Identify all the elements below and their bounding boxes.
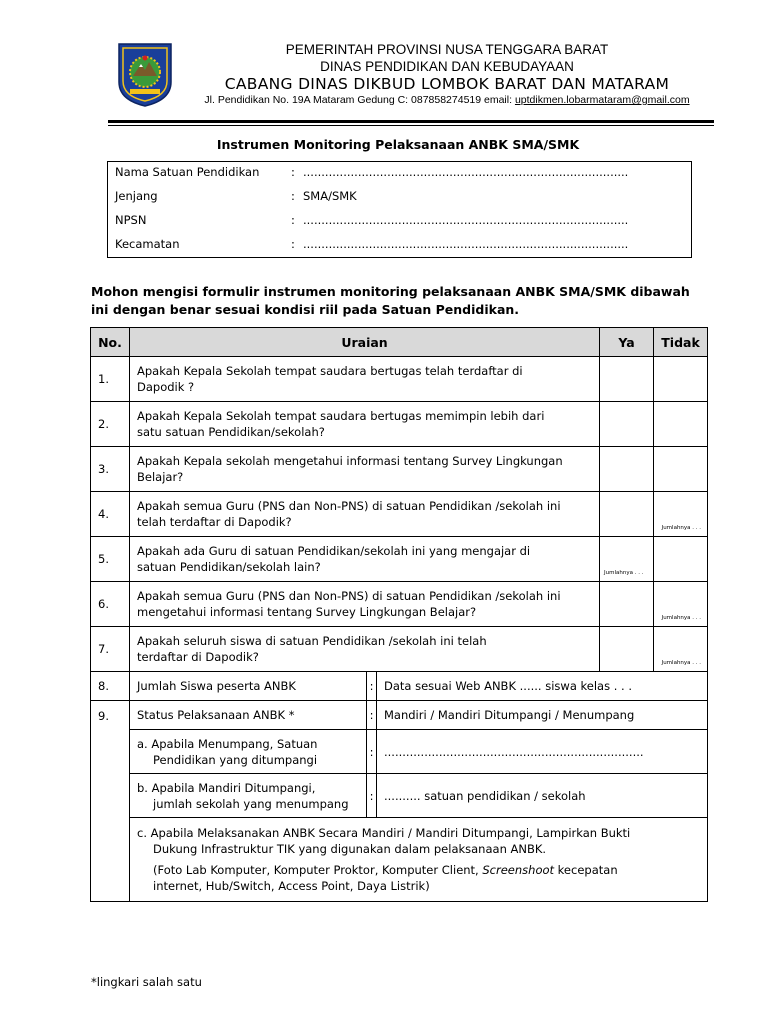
table-row <box>91 357 708 402</box>
ya-checkbox-cell[interactable] <box>600 447 654 492</box>
identity-colon: : <box>291 165 295 179</box>
provincial-logo <box>116 42 174 108</box>
row9-label: Status Pelaksanaan ANBK * <box>130 701 367 730</box>
tidak-checkbox-cell[interactable] <box>654 492 708 537</box>
row9a-line: a. Apabila Menumpang, Satuan <box>137 736 318 751</box>
identity-label: Jenjang <box>115 189 158 203</box>
row8-label: Jumlah Siswa peserta ANBK <box>130 672 367 701</box>
tidak-checkbox-cell[interactable] <box>654 447 708 492</box>
address-text: Jl. Pendidikan No. 19A Mataram Gedung C: 087858274519 email: <box>204 94 515 106</box>
question-cell <box>130 537 600 582</box>
row9-colon: : <box>367 701 377 730</box>
row9b-label <box>130 774 367 818</box>
photo-list-part: kecepatan <box>554 863 618 877</box>
identity-value: SMA/SMK <box>303 189 357 203</box>
question-line: Belajar? <box>137 470 184 484</box>
question-line: satu satuan Pendidikan/sekolah? <box>137 425 325 439</box>
row-number: 5. <box>91 537 130 582</box>
letterhead-divider-thick <box>108 120 714 123</box>
question-cell <box>130 357 600 402</box>
tidak-checkbox-cell[interactable] <box>654 582 708 627</box>
identity-row-district <box>115 237 628 251</box>
row-number: 7. <box>91 627 130 672</box>
row-number: 8. <box>91 672 130 701</box>
identity-colon: : <box>291 213 295 227</box>
header-uraian: Uraian <box>130 328 600 357</box>
row9b-colon: : <box>367 774 377 818</box>
table-row <box>91 627 708 672</box>
row9a-line: Pendidikan yang ditumpangi <box>153 752 318 767</box>
document-title: Instrumen Monitoring Pelaksanaan ANBK SMA/SMK <box>216 137 580 152</box>
question-line: satuan Pendidikan/sekolah lain? <box>137 560 321 574</box>
identity-value[interactable]: ......................................................................................... <box>303 165 629 179</box>
identity-value[interactable]: ......................................................................................... <box>303 237 629 251</box>
question-line: Apakah Kepala Sekolah tempat saudara bertugas telah terdaftar di <box>137 364 523 378</box>
table-header-row <box>91 328 708 357</box>
row9c-text <box>130 818 708 902</box>
tidak-checkbox-cell[interactable] <box>654 402 708 447</box>
table-row-riding-schools <box>91 774 708 818</box>
question-line: Dapodik ? <box>137 380 195 394</box>
identity-colon: : <box>291 189 295 203</box>
question-cell <box>130 582 600 627</box>
monitoring-table <box>90 327 708 902</box>
question-line: Apakah Kepala sekolah mengetahui informasi tentang Survey Lingkungan <box>137 454 563 468</box>
question-line: mengetahui informasi tentang Survey Lingkungan Belajar? <box>137 605 477 619</box>
row9b-line: jumlah sekolah yang menumpang <box>153 796 349 811</box>
row-number: 2. <box>91 402 130 447</box>
count-note: Jumlahnya . . . <box>604 570 644 576</box>
row9b-value[interactable]: .......... satuan pendidikan / sekolah <box>377 774 708 818</box>
table-row-student-count <box>91 672 708 701</box>
tidak-checkbox-cell[interactable] <box>654 357 708 402</box>
photo-list-italic: Screenshoot <box>482 863 555 877</box>
row9c-line: c. Apabila Melaksanakan ANBK Secara Mandiri / Mandiri Ditumpangi, Lampirkan Bukti <box>137 826 631 840</box>
identity-label: Kecamatan <box>115 237 180 251</box>
question-line: Apakah Kepala Sekolah tempat saudara bertugas memimpin lebih dari <box>137 409 545 423</box>
tidak-checkbox-cell[interactable] <box>654 627 708 672</box>
table-row <box>91 402 708 447</box>
question-line: terdaftar di Dapodik? <box>137 650 259 664</box>
ya-checkbox-cell[interactable] <box>600 402 654 447</box>
row8-colon: : <box>367 672 377 701</box>
row9a-label <box>130 730 367 774</box>
identity-row-school-name <box>115 165 628 179</box>
tidak-checkbox-cell[interactable] <box>654 537 708 582</box>
ya-checkbox-cell[interactable] <box>600 492 654 537</box>
row9a-value[interactable]: ....................................................................... <box>377 730 708 774</box>
row8-value[interactable]: Data sesuai Web ANBK ...... siswa kelas . . . <box>377 672 708 701</box>
table-row <box>91 492 708 537</box>
question-line: Apakah ada Guru di satuan Pendidikan/sekolah ini yang mengajar di <box>137 544 531 558</box>
photo-list-part: (Foto Lab Komputer, Komputer Proktor, Komputer Client, <box>153 863 483 877</box>
ya-checkbox-cell[interactable] <box>600 627 654 672</box>
table-row-anbk-status <box>91 701 708 730</box>
row9b-line: b. Apabila Mandiri Ditumpangi, <box>137 780 316 795</box>
question-cell <box>130 447 600 492</box>
count-note: Jumlahnya . . . <box>661 660 702 666</box>
count-note: Jumlahnya . . . <box>661 615 702 621</box>
question-cell <box>130 492 600 537</box>
question-line: Apakah semua Guru (PNS dan Non-PNS) di satuan Pendidikan /sekolah ini <box>137 499 561 513</box>
letterhead-divider-thin <box>108 125 714 126</box>
letterhead-address <box>180 94 714 106</box>
identity-label: Nama Satuan Pendidikan <box>115 165 260 179</box>
row-number: 6. <box>91 582 130 627</box>
question-line: Apakah seluruh siswa di satuan Pendidikan /sekolah ini telah <box>137 634 487 648</box>
question-line: Apakah semua Guru (PNS dan Non-PNS) di satuan Pendidikan /sekolah ini <box>137 589 561 603</box>
letterhead-department: DINAS PENDIDIKAN DAN KEBUDAYAAN <box>320 59 574 74</box>
row-number: 1. <box>91 357 130 402</box>
row9-status-options[interactable]: Mandiri / Mandiri Ditumpangi / Menumpang <box>377 701 708 730</box>
table-row <box>91 447 708 492</box>
question-cell <box>130 402 600 447</box>
count-note: Jumlahnya . . . <box>661 525 702 531</box>
header-no: No. <box>91 328 130 357</box>
ya-checkbox-cell[interactable] <box>600 582 654 627</box>
table-row-hosted-school <box>91 730 708 774</box>
row9c-line: internet, Hub/Switch, Access Point, Daya Listrik) <box>153 879 430 893</box>
ya-checkbox-cell[interactable] <box>600 357 654 402</box>
table-row <box>91 537 708 582</box>
instruction-text: Mohon mengisi formulir instrumen monitoring pelaksanaan ANBK SMA/SMK dibawah ini dengan benar sesuai kondisi riil pada Satuan Pendidikan. <box>91 284 690 317</box>
row9c-line: Dukung Infrastruktur TIK yang digunakan dalam pelaksanaan ANBK. <box>153 842 547 856</box>
identity-colon: : <box>291 237 295 251</box>
row9c-photo-list <box>137 862 700 878</box>
row9a-colon: : <box>367 730 377 774</box>
identity-label: NPSN <box>115 213 147 227</box>
letterhead-branch: CABANG DINAS DIKBUD LOMBOK BARAT DAN MATARAM <box>224 75 670 93</box>
question-line: telah terdaftar di Dapodik? <box>137 515 292 529</box>
school-identity-box <box>107 161 692 258</box>
header-tidak: Tidak <box>654 328 708 357</box>
table-row-infrastructure-evidence <box>91 818 708 902</box>
identity-row-level <box>115 189 357 203</box>
table-row <box>91 582 708 627</box>
row-number: 9. <box>91 701 130 902</box>
question-cell <box>130 627 600 672</box>
identity-row-npsn <box>115 213 628 227</box>
row-number: 3. <box>91 447 130 492</box>
ya-checkbox-cell[interactable] <box>600 537 654 582</box>
row-number: 4. <box>91 492 130 537</box>
letterhead-government: PEMERINTAH PROVINSI NUSA TENGGARA BARAT <box>285 42 609 57</box>
header-ya: Ya <box>600 328 654 357</box>
identity-value[interactable]: ......................................................................................... <box>303 213 629 227</box>
email-link[interactable]: uptdikmen.lobarmataram@gmail.com <box>514 94 690 106</box>
footnote: *lingkari salah satu <box>91 975 202 989</box>
